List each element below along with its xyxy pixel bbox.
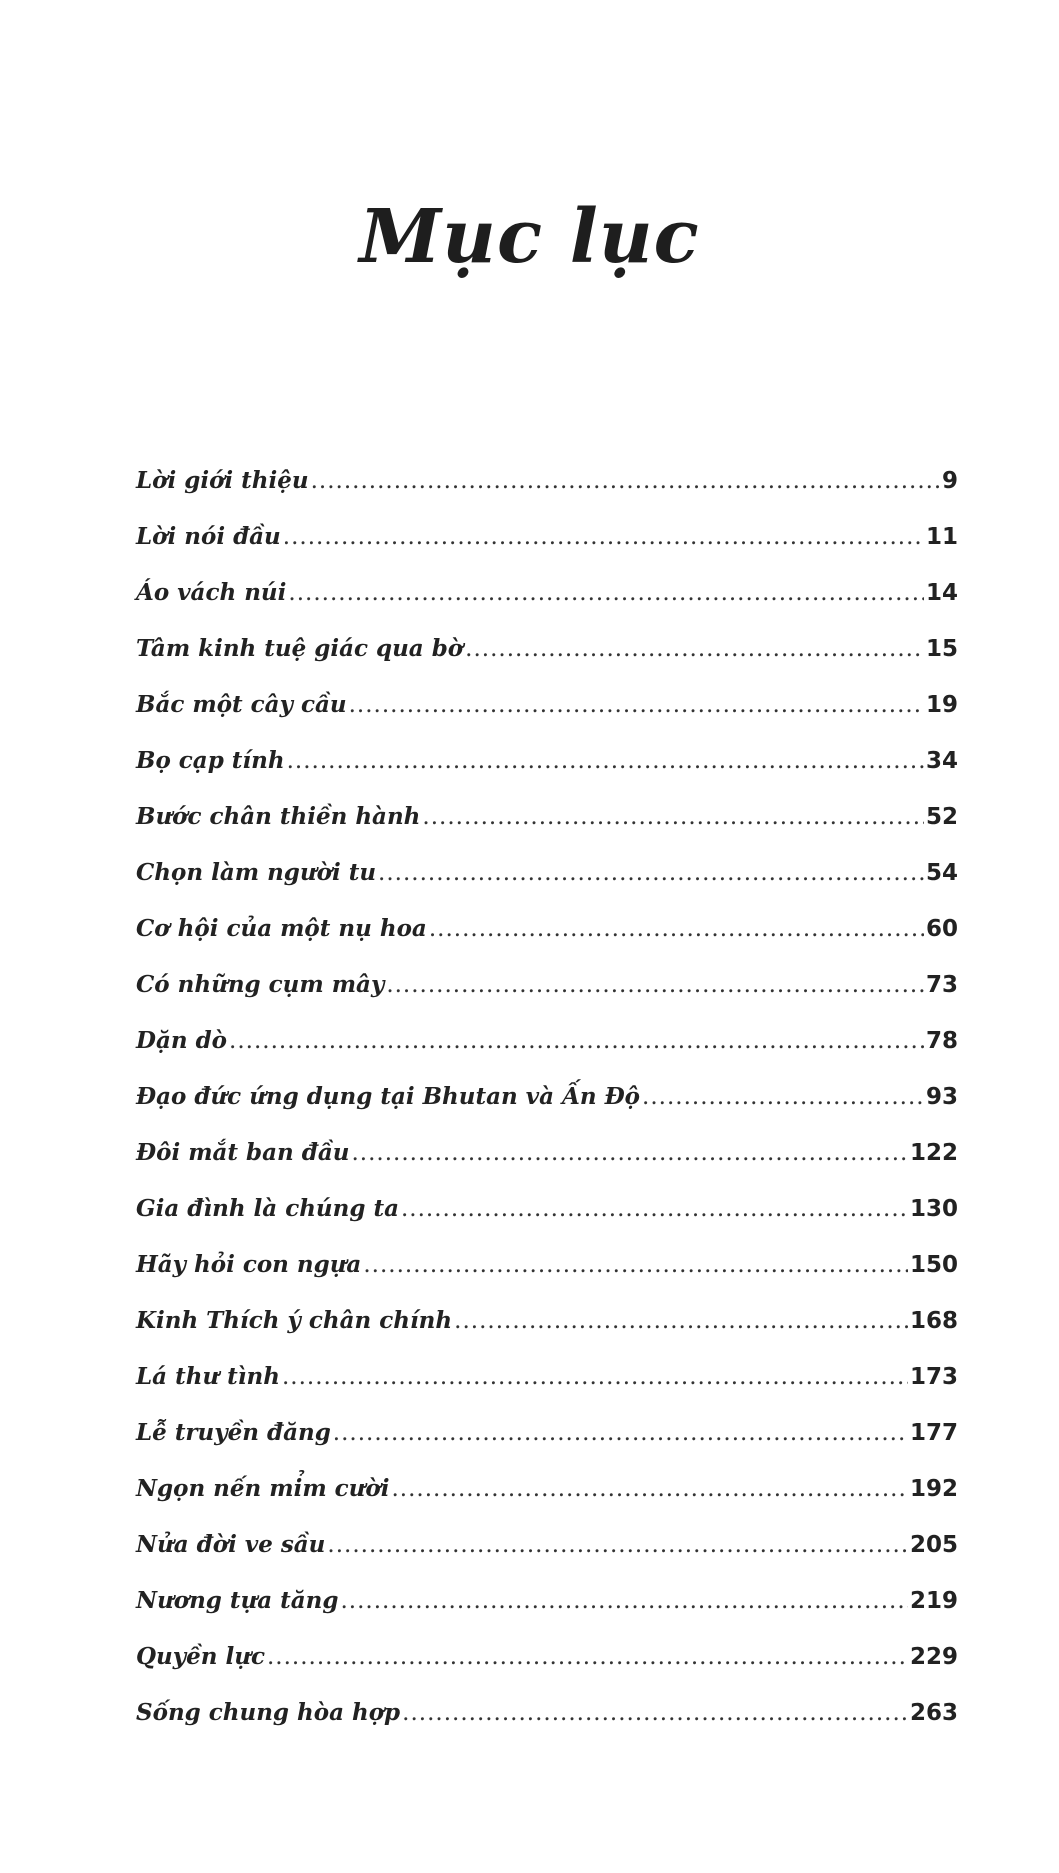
toc-entry-page-number: 263 — [909, 1700, 958, 1726]
toc-entry-page-number: 150 — [909, 1252, 958, 1278]
toc-entry-title: Lễ truyền đăng — [136, 1419, 331, 1446]
toc-entry — [136, 971, 958, 1027]
toc-entry — [136, 1139, 958, 1195]
toc-entry — [136, 1363, 958, 1419]
toc-entry — [136, 1699, 958, 1755]
toc-entry-page-number: 19 — [925, 692, 958, 718]
toc-entry-title: Nửa đời ve sầu — [136, 1531, 326, 1558]
toc-entry-title: Đạo đức ứng dụng tại Bhutan và Ấn Độ — [136, 1083, 641, 1110]
toc-entry — [136, 1251, 958, 1307]
toc-entry-title: Cơ hội của một nụ hoa — [136, 915, 427, 942]
toc-entry-title: Ngọn nến mỉm cười — [136, 1475, 390, 1502]
table-of-contents — [136, 467, 958, 1755]
toc-entry — [136, 579, 958, 635]
toc-entry-page-number: 60 — [925, 916, 958, 942]
toc-entry — [136, 1475, 958, 1531]
dot-leader — [401, 1196, 908, 1222]
dot-leader — [429, 916, 924, 942]
toc-entry-page-number: 168 — [909, 1308, 958, 1334]
toc-entry-page-number: 229 — [909, 1644, 958, 1670]
toc-entry-page-number: 15 — [925, 636, 958, 662]
toc-entry-title: Dặn dò — [136, 1027, 228, 1054]
dot-leader — [391, 1476, 908, 1502]
dot-leader — [363, 1252, 908, 1278]
toc-entry — [136, 635, 958, 691]
toc-entry-title: Lời nói đầu — [136, 523, 281, 550]
toc-entry-title: Lời giới thiệu — [136, 467, 309, 494]
dot-leader — [386, 972, 924, 998]
toc-entry — [136, 803, 958, 859]
dot-leader — [349, 692, 924, 718]
toc-entry-page-number: 54 — [925, 860, 958, 886]
toc-entry-title: Bắc một cây cầu — [136, 691, 347, 718]
toc-entry-page-number: 93 — [925, 1084, 958, 1110]
toc-entry-page-number: 73 — [925, 972, 958, 998]
toc-entry — [136, 1419, 958, 1475]
toc-entry-page-number: 173 — [909, 1364, 958, 1390]
toc-entry-page-number: 52 — [925, 804, 958, 830]
toc-entry-title: Có những cụm mây — [136, 971, 385, 998]
dot-leader — [327, 1532, 908, 1558]
dot-leader — [642, 1084, 924, 1110]
toc-entry — [136, 747, 958, 803]
toc-entry-title: Chọn làm người tu — [136, 859, 377, 886]
toc-entry — [136, 523, 958, 579]
toc-entry-title: Tâm kinh tuệ giác qua bờ — [136, 635, 464, 662]
toc-entry — [136, 1643, 958, 1699]
toc-entry-title: Đôi mắt ban đầu — [136, 1139, 350, 1166]
page-title: Mục lục — [359, 193, 700, 280]
dot-leader — [311, 468, 940, 494]
toc-entry-title: Áo vách núi — [136, 579, 287, 606]
toc-entry-title: Quyền lực — [136, 1643, 265, 1670]
toc-entry — [136, 1083, 958, 1139]
dot-leader — [283, 524, 924, 550]
toc-entry — [136, 691, 958, 747]
toc-entry — [136, 859, 958, 915]
toc-entry-page-number: 205 — [909, 1532, 958, 1558]
toc-entry-page-number: 34 — [925, 748, 958, 774]
toc-entry-page-number: 130 — [909, 1196, 958, 1222]
toc-entry-title: Gia đình là chúng ta — [136, 1195, 399, 1222]
dot-leader — [229, 1028, 924, 1054]
dot-leader — [287, 748, 924, 774]
dot-leader — [282, 1364, 908, 1390]
toc-entry-page-number: 9 — [941, 468, 958, 494]
toc-entry-page-number: 177 — [909, 1420, 958, 1446]
dot-leader — [402, 1700, 908, 1726]
toc-entry — [136, 915, 958, 971]
toc-entry-page-number: 122 — [909, 1140, 958, 1166]
dot-leader — [341, 1588, 908, 1614]
toc-entry — [136, 1195, 958, 1251]
toc-entry — [136, 1307, 958, 1363]
dot-leader — [454, 1308, 908, 1334]
toc-entry-page-number: 78 — [925, 1028, 958, 1054]
toc-entry — [136, 1587, 958, 1643]
toc-entry-page-number: 219 — [909, 1588, 958, 1614]
dot-leader — [333, 1420, 908, 1446]
toc-entry — [136, 467, 958, 523]
toc-entry-title: Sống chung hòa hợp — [136, 1699, 401, 1726]
toc-entry-title: Lá thư tình — [136, 1363, 280, 1390]
toc-entry-title: Nương tựa tăng — [136, 1587, 339, 1614]
toc-entry-page-number: 11 — [925, 524, 958, 550]
dot-leader — [422, 804, 924, 830]
toc-entry-title: Kinh Thích ý chân chính — [136, 1307, 453, 1334]
dot-leader — [288, 580, 924, 606]
toc-entry-title: Bước chân thiền hành — [136, 803, 421, 830]
toc-entry-title: Hãy hỏi con ngựa — [136, 1251, 362, 1278]
toc-entry-title: Bọ cạp tính — [136, 747, 285, 774]
dot-leader — [378, 860, 924, 886]
toc-entry — [136, 1531, 958, 1587]
dot-leader — [465, 636, 924, 662]
toc-entry-page-number: 14 — [925, 580, 958, 606]
toc-entry — [136, 1027, 958, 1083]
toc-entry-page-number: 192 — [909, 1476, 958, 1502]
dot-leader — [267, 1644, 908, 1670]
dot-leader — [351, 1140, 908, 1166]
